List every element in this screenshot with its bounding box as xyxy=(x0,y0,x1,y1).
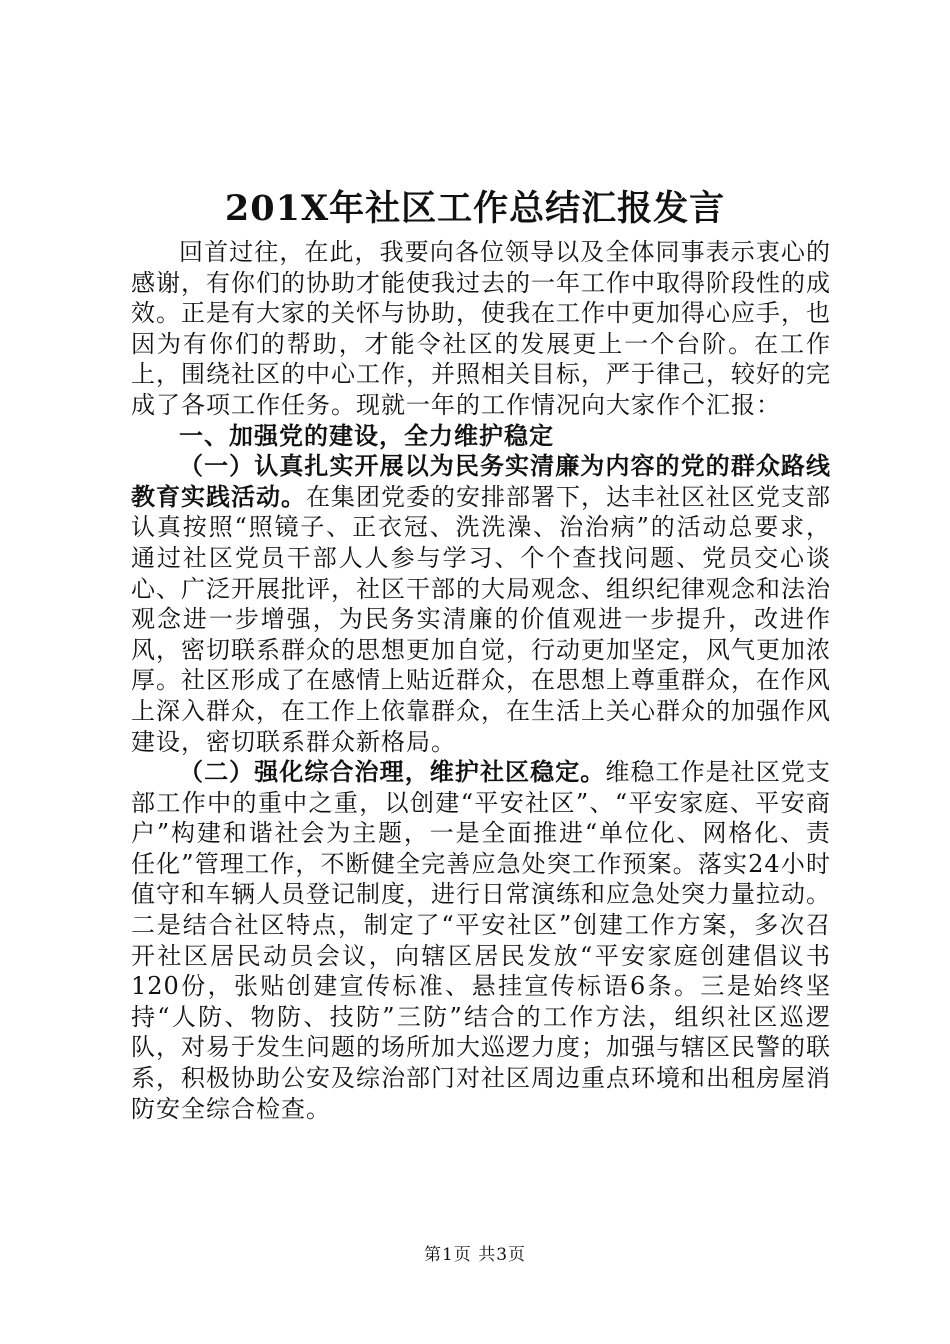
item-body-2: 维稳工作是社区党支部工作中的重中之重，以创建“平安社区”、“平安家庭、平安商户”构建和谐社会为主题，一是全面推进“单位化、网格化、责任化”管理工作，不断健全完善应急处突工作预案。落实24小时值守和车辆人员登记制度，进行日常演练和应急处突力量拉动。二是结合社区特点，制定了“平安社区”创建工作方案，多次召开社区居民动员会议，向辖区居民发放“平安家庭创建倡议书120份，张贴创建宣传标准、悬挂宣传标语6条。三是始终坚持“人防、物防、技防”三防”结合的工作方法，组织社区巡逻队，对易于发生问题的场所加大巡逻力度；加强与辖区民警的联系，积极协助公安及综治部门对社区周边重点环境和出租房屋消防安全综合检查。 xyxy=(131,758,831,1123)
item-paragraph-2 xyxy=(131,757,831,1124)
item-body-1: 在集团党委的安排部署下，达丰社区社区党支部认真按照“照镜子、正衣冠、洗洗澡、治治病”的活动总要求，通过社区党员干部人人参与学习、个个查找问题、党员交心谈心、广泛开展批评，社区干部的大局观念、组织纪律观念和法治观念进一步增强，为民务实清廉的价值观进一步提升，改进作风，密切联系群众的思想更加自觉，行动更加坚定，风气更加浓厚。社区形成了在感情上贴近群众，在思想上尊重群众，在作风上深入群众，在工作上依靠群众，在生活上关心群众的加强作风建设，密切联系群众新格局。 xyxy=(131,482,831,756)
item-paragraph-1 xyxy=(131,451,831,757)
intro-paragraph: 回首过往，在此，我要向各位领导以及全体同事表示衷心的感谢，有你们的协助才能使我过去的一年工作中取得阶段性的成效。正是有大家的关怀与协助，使我在工作中更加得心应手，也因为有你们的帮助，才能令社区的发展更上一个台阶。在工作上，围绕社区的中心工作，并照相关目标，严于律己，较好的完成了各项工作任务。现就一年的工作情况向大家作个汇报： xyxy=(131,238,831,419)
document-title: 201X年社区工作总结汇报发言 xyxy=(224,188,726,229)
item-lead-2: （二）强化综合治理，维护社区稳定。 xyxy=(179,758,606,787)
document-body xyxy=(131,237,831,1124)
page-footer: 第1页 共3页 xyxy=(423,1245,527,1265)
section-heading: 一、加强党的建设，全力维护稳定 xyxy=(179,421,554,450)
item-lead-1: （一）认真扎实开展以为民务实清廉为内容的党的群众路线教育实践活动。 xyxy=(131,452,831,511)
